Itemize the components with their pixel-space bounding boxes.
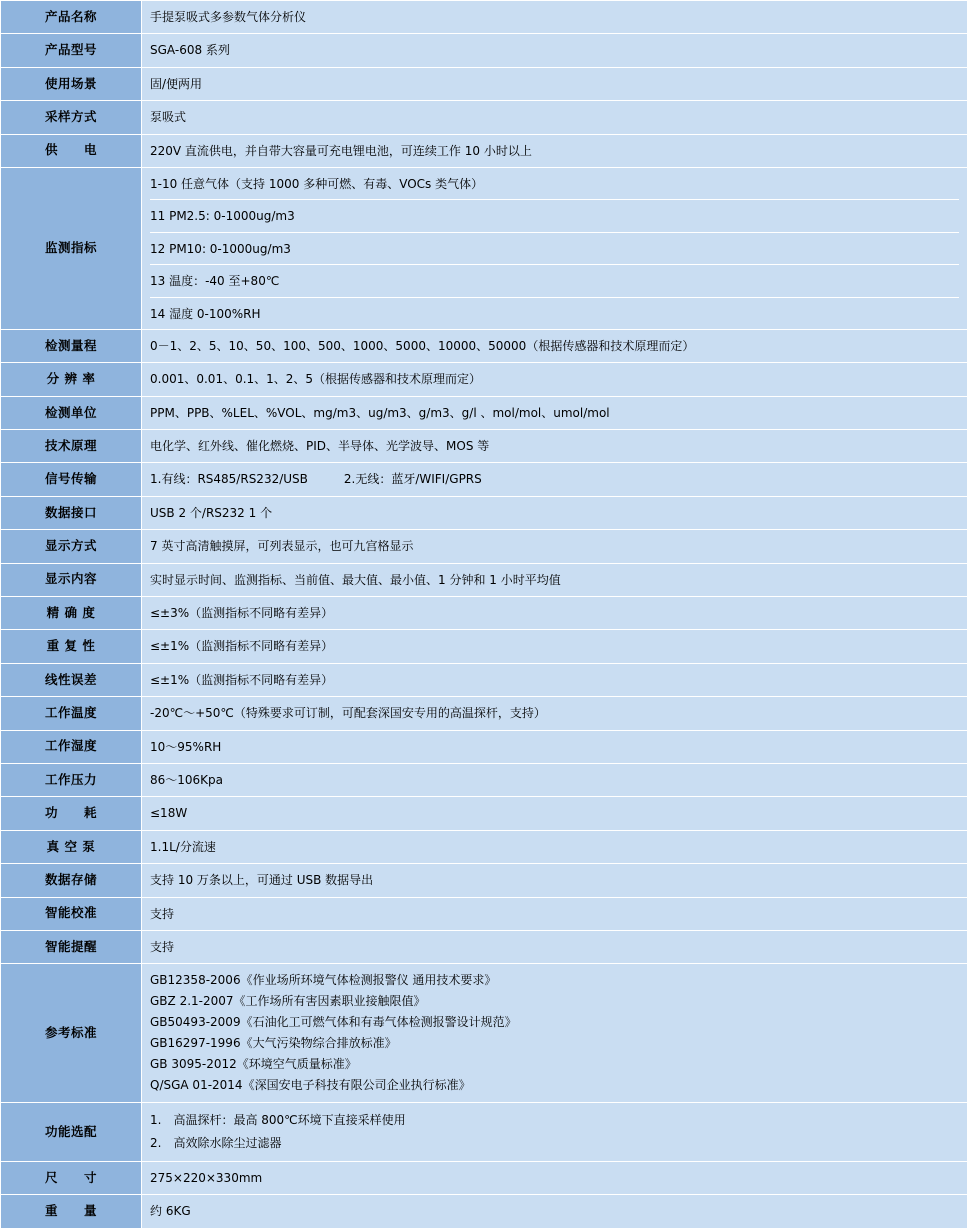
table-row bbox=[1, 430, 968, 463]
row-label-monitoring-index: 监测指标 bbox=[1, 167, 142, 329]
row-value-sampling-method: 泵吸式 bbox=[142, 101, 968, 134]
row-value-smart-reminder: 支持 bbox=[142, 930, 968, 963]
row-label-working-humidity: 工作湿度 bbox=[1, 730, 142, 763]
row-label-usage-scene: 使用场景 bbox=[1, 67, 142, 100]
row-value-reference-standards bbox=[142, 964, 968, 1103]
row-value-display-content: 实时显示时间、监测指标、当前值、最大值、最小值、1 分钟和 1 小时平均值 bbox=[142, 563, 968, 596]
table-row bbox=[1, 930, 968, 963]
list-item: 14 湿度 0-100%RH bbox=[150, 306, 261, 321]
row-value-repeatability: ≤±1%（监测指标不同略有差异） bbox=[142, 630, 968, 663]
list-item: GB16297-1996《大气污染物综合排放标准》 bbox=[150, 1036, 397, 1051]
list-item: Q/SGA 01-2014《深国安电子科技有限公司企业执行标准》 bbox=[150, 1078, 471, 1093]
row-label-reference-standards: 参考标准 bbox=[1, 964, 142, 1103]
row-label-power-supply: 供 电 bbox=[1, 134, 142, 167]
list-item: GB 3095-2012《环境空气质量标准》 bbox=[150, 1057, 357, 1072]
row-value-smart-calibration: 支持 bbox=[142, 897, 968, 930]
table-row bbox=[1, 597, 968, 630]
row-label-optional-functions: 功能选配 bbox=[1, 1103, 142, 1162]
row-value-technical-principle: 电化学、红外线、催化燃烧、PID、半导体、光学波导、MOS 等 bbox=[142, 430, 968, 463]
row-value-linearity-error: ≤±1%（监测指标不同略有差异） bbox=[142, 663, 968, 696]
row-label-working-pressure: 工作压力 bbox=[1, 763, 142, 796]
row-value-accuracy: ≤±3%（监测指标不同略有差异） bbox=[142, 597, 968, 630]
table-row bbox=[1, 134, 968, 167]
row-value-dimensions: 275×220×330mm bbox=[142, 1161, 968, 1194]
row-value-data-interface: USB 2 个/RS232 1 个 bbox=[142, 496, 968, 529]
row-label-data-interface: 数据接口 bbox=[1, 496, 142, 529]
table-row bbox=[1, 34, 968, 67]
table-row bbox=[1, 396, 968, 429]
table-row bbox=[1, 101, 968, 134]
row-value-detection-range: 0－1、2、5、10、50、100、500、1000、5000、10000、50000（根据传感器和技术原理而定） bbox=[142, 329, 968, 362]
row-label-weight: 重 量 bbox=[1, 1195, 142, 1228]
row-value-signal-transmission: 1.有线：RS485/RS232/USB 2.无线：蓝牙/WIFI/GPRS bbox=[142, 463, 968, 496]
row-label-product-name: 产品名称 bbox=[1, 1, 142, 34]
row-value-detection-unit: PPM、PPB、%LEL、%VOL、mg/m3、ug/m3、g/m3、g/l 、mol/mol、umol/mol bbox=[142, 396, 968, 429]
row-label-detection-range: 检测量程 bbox=[1, 329, 142, 362]
table-row bbox=[1, 463, 968, 496]
table-row bbox=[1, 763, 968, 796]
table-row bbox=[1, 363, 968, 396]
row-value-vacuum-pump: 1.1L/分流速 bbox=[142, 830, 968, 863]
table-row bbox=[1, 1103, 968, 1162]
table-row bbox=[1, 496, 968, 529]
reference-standards-list bbox=[150, 970, 959, 1096]
row-value-working-temperature: -20℃～+50℃（特殊要求可订制，可配套深国安专用的高温探杆，支持） bbox=[142, 697, 968, 730]
row-value-power-supply: 220V 直流供电，并自带大容量可充电锂电池，可连续工作 10 小时以上 bbox=[142, 134, 968, 167]
row-value-product-model: SGA-608 系列 bbox=[142, 34, 968, 67]
row-label-detection-unit: 检测单位 bbox=[1, 396, 142, 429]
table-row bbox=[1, 797, 968, 830]
table-row bbox=[1, 563, 968, 596]
list-item: 11 PM2.5: 0-1000ug/m3 bbox=[150, 200, 959, 232]
row-label-working-temperature: 工作温度 bbox=[1, 697, 142, 730]
row-label-technical-principle: 技术原理 bbox=[1, 430, 142, 463]
row-label-vacuum-pump: 真 空 泵 bbox=[1, 830, 142, 863]
row-label-repeatability: 重 复 性 bbox=[1, 630, 142, 663]
table-row bbox=[1, 897, 968, 930]
row-value-resolution: 0.001、0.01、0.1、1、2、5（根据传感器和技术原理而定） bbox=[142, 363, 968, 396]
list-item: 1. 高温探杆：最高 800℃环境下直接采样使用 bbox=[150, 1113, 406, 1128]
list-item: GB12358-2006《作业场所环境气体检测报警仪 通用技术要求》 bbox=[150, 973, 497, 988]
row-label-power-consumption: 功 耗 bbox=[1, 797, 142, 830]
table-row bbox=[1, 663, 968, 696]
table-row bbox=[1, 697, 968, 730]
row-value-power-consumption: ≤18W bbox=[142, 797, 968, 830]
row-label-dimensions: 尺 寸 bbox=[1, 1161, 142, 1194]
monitoring-index-list bbox=[150, 168, 959, 329]
table-row bbox=[1, 1195, 968, 1228]
table-row bbox=[1, 730, 968, 763]
row-value-weight: 约 6KG bbox=[142, 1195, 968, 1228]
table-row bbox=[1, 630, 968, 663]
table-row bbox=[1, 830, 968, 863]
row-value-display-mode: 7 英寸高清触摸屏，可列表显示，也可九宫格显示 bbox=[142, 530, 968, 563]
list-item: 2. 高效除水除尘过滤器 bbox=[150, 1136, 282, 1151]
row-label-resolution: 分 辨 率 bbox=[1, 363, 142, 396]
row-label-display-mode: 显示方式 bbox=[1, 530, 142, 563]
row-label-sampling-method: 采样方式 bbox=[1, 101, 142, 134]
table-row bbox=[1, 67, 968, 100]
table-row bbox=[1, 530, 968, 563]
row-label-smart-reminder: 智能提醒 bbox=[1, 930, 142, 963]
row-value-monitoring-index bbox=[142, 167, 968, 329]
row-value-usage-scene: 固/便两用 bbox=[142, 67, 968, 100]
list-item: GB50493-2009《石油化工可燃气体和有毒气体检测报警设计规范》 bbox=[150, 1015, 517, 1030]
table-row bbox=[1, 167, 968, 329]
table-row bbox=[1, 864, 968, 897]
row-value-working-pressure: 86～106Kpa bbox=[142, 763, 968, 796]
row-label-signal-transmission: 信号传输 bbox=[1, 463, 142, 496]
table-row bbox=[1, 1, 968, 34]
table-row bbox=[1, 329, 968, 362]
row-value-optional-functions bbox=[142, 1103, 968, 1162]
row-value-product-name: 手提泵吸式多参数气体分析仪 bbox=[142, 1, 968, 34]
row-label-accuracy: 精 确 度 bbox=[1, 597, 142, 630]
row-label-data-storage: 数据存储 bbox=[1, 864, 142, 897]
table-row bbox=[1, 1161, 968, 1194]
table-body bbox=[1, 1, 968, 1229]
row-label-linearity-error: 线性误差 bbox=[1, 663, 142, 696]
table-row bbox=[1, 964, 968, 1103]
list-item: 1-10 任意气体（支持 1000 多种可燃、有毒、VOCs 类气体） bbox=[150, 168, 959, 200]
list-item: GBZ 2.1-2007《工作场所有害因素职业接触限值》 bbox=[150, 994, 426, 1009]
row-label-display-content: 显示内容 bbox=[1, 563, 142, 596]
row-value-data-storage: 支持 10 万条以上，可通过 USB 数据导出 bbox=[142, 864, 968, 897]
row-value-working-humidity: 10～95%RH bbox=[142, 730, 968, 763]
row-label-product-model: 产品型号 bbox=[1, 34, 142, 67]
optional-functions-list bbox=[150, 1109, 959, 1155]
list-item: 13 温度：-40 至+80℃ bbox=[150, 265, 959, 297]
list-item: 12 PM10: 0-1000ug/m3 bbox=[150, 233, 959, 265]
row-label-smart-calibration: 智能校准 bbox=[1, 897, 142, 930]
